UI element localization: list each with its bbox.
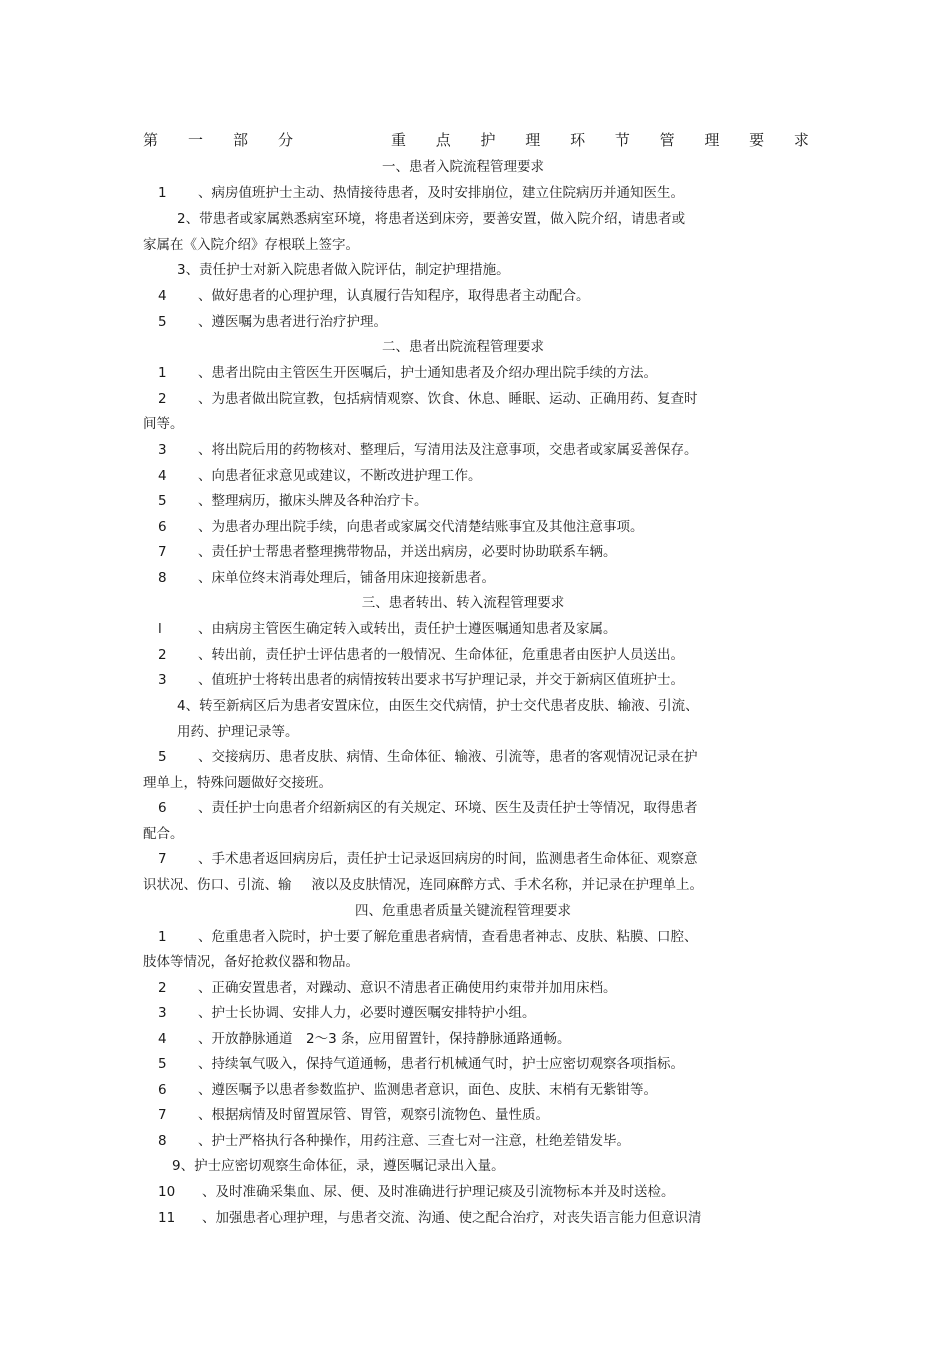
item-number: 2 (158, 647, 167, 663)
part-title-number (143, 128, 293, 152)
item-text: 、遵医嘱为患者进行治疗护理。 (198, 314, 387, 330)
item-number: 2 (158, 980, 167, 996)
paragraph-item (143, 1207, 838, 1229)
item-text: 、转出前，责任护士评估患者的一般情况、生命体征，危重患者由医护人员送出。 (198, 647, 684, 663)
paragraph-item (143, 977, 838, 999)
title-char: 要 (749, 131, 765, 149)
paragraph-item (143, 848, 838, 870)
item-number: 6 (158, 800, 167, 816)
item-number: 6 (158, 1082, 167, 1098)
title-char: 理 (704, 131, 720, 149)
item-text: 、责任护士帮患者整理携带物品，并送出病房，必要时协助联系车辆。 (198, 544, 617, 560)
paragraph-item (143, 1181, 838, 1203)
item-number: 8 (158, 1133, 167, 1149)
title-char: 节 (614, 131, 630, 149)
paragraph-continuation: 间等。 (143, 416, 184, 432)
paragraph-item (143, 669, 838, 691)
title-char: 分 (277, 131, 293, 149)
section-heading-transfer: 三、患者转出、转入流程管理要求 (361, 595, 565, 611)
paragraph-item (143, 439, 838, 461)
paragraph-item: 9、护士应密切观察生命体征，录，遵医嘱记录出入量。 (172, 1158, 505, 1174)
item-number: 2 (158, 391, 167, 407)
item-text: 、为患者做出院宣教，包括病情观察、饮食、休息、睡眠、运动、正确用药、复查时 (198, 391, 698, 407)
item-text: 、值班护士将转出患者的病情按转出要求书写护理记录，并交于新病区值班护士。 (198, 672, 684, 688)
item-text: 、护士严格执行各种操作，用药注意、三查七对一注意，杜绝差错发毕。 (198, 1133, 630, 1149)
paragraph-item (143, 490, 838, 512)
item-number: 5 (158, 493, 167, 509)
item-text: 、整理病历，撤床头牌及各种治疗卡。 (198, 493, 428, 509)
paragraph-continuation: 配合。 (143, 826, 184, 842)
title-char: 第 (143, 131, 159, 149)
part-title (143, 128, 813, 152)
item-number: 5 (158, 314, 167, 330)
paragraph-item (143, 285, 838, 307)
continuation-text: 识状况、伤口、引流、输 (143, 877, 292, 893)
item-number: 4 (158, 288, 167, 304)
paragraph-item: 3、责任护士对新入院患者做入院评估，制定护理措施。 (177, 262, 510, 278)
paragraph-continuation: 家属在《入院介绍》存根联上签字。 (143, 237, 359, 253)
item-text: 、床单位终末消毒处理后，铺备用床迎接新患者。 (198, 570, 495, 586)
paragraph-item (143, 541, 838, 563)
paragraph-continuation: 用药、护理记录等。 (177, 724, 299, 740)
paragraph-item (143, 1130, 838, 1152)
title-char: 一 (187, 131, 203, 149)
item-text: 、遵医嘱予以患者参数监护、监测患者意识，面色、皮肤、末梢有无紫钳等。 (198, 1082, 657, 1098)
title-char: 点 (435, 131, 451, 149)
paragraph-item (143, 1028, 838, 1050)
title-char: 管 (659, 131, 675, 149)
item-number: 5 (158, 749, 167, 765)
paragraph-item: 4、转至新病区后为患者安置床位，由医生交代病情，护士交代患者皮肤、输液、引流、 (177, 698, 699, 714)
section-heading-discharge: 二、患者出院流程管理要求 (382, 339, 544, 355)
item-text: 、为患者办理出院手续，向患者或家属交代清楚结账事宜及其他注意事项。 (198, 519, 644, 535)
item-number: 11 (158, 1210, 176, 1226)
item-number: 7 (158, 544, 167, 560)
item-number: 4 (158, 468, 167, 484)
item-text: 、手术患者返回病房后，责任护士记录返回病房的时间，监测患者生命体征、观察意 (198, 851, 698, 867)
paragraph-item (143, 1104, 838, 1126)
paragraph-item (143, 465, 838, 487)
item-text: 、护士长协调、安排人力，必要时遵医嘱安排特护小组。 (198, 1005, 536, 1021)
continuation-text: 液以及皮肤情况，连同麻醉方式、手术名称，并记录在护理单上。 (311, 877, 703, 893)
title-char: 求 (793, 131, 809, 149)
title-char: 环 (570, 131, 586, 149)
paragraph-item (143, 1079, 838, 1101)
paragraph-item: 2、带患者或家属熟悉病室环境，将患者送到床旁，要善安置，做入院介绍，请患者或 (177, 211, 686, 227)
item-text: 、根据病情及时留置尿管、胃管，观察引流物色、量性质。 (198, 1107, 549, 1123)
item-number: 3 (158, 672, 167, 688)
title-char: 理 (525, 131, 541, 149)
section-heading-admission: 一、患者入院流程管理要求 (382, 159, 544, 175)
paragraph-continuation: 肢体等情况，备好抢救仪器和物品。 (143, 954, 359, 970)
paragraph-item (143, 311, 838, 333)
item-number: 7 (158, 851, 167, 867)
paragraph-item (143, 926, 838, 948)
title-char: 护 (480, 131, 496, 149)
item-text: 、将出院后用的药物核对、整理后，写清用法及注意事项，交患者或家属妥善保存。 (198, 442, 698, 458)
part-title-text (391, 128, 809, 152)
item-number: 8 (158, 570, 167, 586)
item-number: 7 (158, 1107, 167, 1123)
section-heading-critical-care: 四、危重患者质量关键流程管理要求 (355, 903, 571, 919)
item-text: 、加强患者心理护理，与患者交流、沟通、使之配合治疗，对丧失语言能力但意识清 (202, 1210, 702, 1226)
item-text: 、正确安置患者，对躁动、意识不清患者正确使用约束带并加用床档。 (198, 980, 617, 996)
paragraph-item (143, 388, 838, 410)
item-text: 、向患者征求意见或建议，不断改进护理工作。 (198, 468, 482, 484)
item-number: 1 (158, 185, 167, 201)
paragraph-item (143, 1002, 838, 1024)
paragraph-item (143, 362, 838, 384)
item-number: 1 (158, 365, 167, 381)
item-text: 、责任护士向患者介绍新病区的有关规定、环境、医生及责任护士等情况，取得患者 (198, 800, 698, 816)
item-text: 、患者出院由主管医生开医嘱后，护士通知患者及介绍办理出院手续的方法。 (198, 365, 657, 381)
item-text: 、及时准确采集血、尿、便、及时准确进行护理记痰及引流物标本并及时送检。 (202, 1184, 675, 1200)
item-number: l (158, 621, 162, 637)
item-number: 5 (158, 1056, 167, 1072)
item-text: 、危重患者入院时，护士要了解危重患者病情，查看患者神志、皮肤、粘膜、口腔、 (198, 929, 698, 945)
item-text: 、由病房主管医生确定转入或转出，责任护士遵医嘱通知患者及家属。 (198, 621, 617, 637)
paragraph-continuation: 理单上，特殊问题做好交接班。 (143, 775, 332, 791)
paragraph-item (143, 797, 838, 819)
item-number: 1 (158, 929, 167, 945)
item-number: 3 (158, 1005, 167, 1021)
item-number: 3 (158, 442, 167, 458)
item-text: 、持续氧气吸入，保持气道通畅，患者行机械通气时，护士应密切观察各项指标。 (198, 1056, 684, 1072)
paragraph-item (143, 567, 838, 589)
paragraph-item (143, 182, 838, 204)
item-text: 、交接病历、患者皮肤、病情、生命体征、输液、引流等，患者的客观情况记录在护 (198, 749, 698, 765)
paragraph-continuation (143, 874, 823, 896)
item-text: 、开放静脉通道 2～3 条，应用留置针，保持静脉通路通畅。 (198, 1031, 571, 1047)
item-number: 4 (158, 1031, 167, 1047)
paragraph-item (143, 1053, 838, 1075)
paragraph-item (143, 618, 838, 640)
title-char: 重 (391, 131, 407, 149)
item-number: 6 (158, 519, 167, 535)
title-char: 部 (232, 131, 248, 149)
item-text: 、做好患者的心理护理，认真履行告知程序，取得患者主动配合。 (198, 288, 590, 304)
item-text: 、病房值班护士主动、热情接待患者，及时安排崩位，建立住院病历并通知医生。 (198, 185, 684, 201)
paragraph-item (143, 644, 838, 666)
paragraph-item (143, 516, 838, 538)
paragraph-item (143, 746, 838, 768)
item-number: 10 (158, 1184, 176, 1200)
